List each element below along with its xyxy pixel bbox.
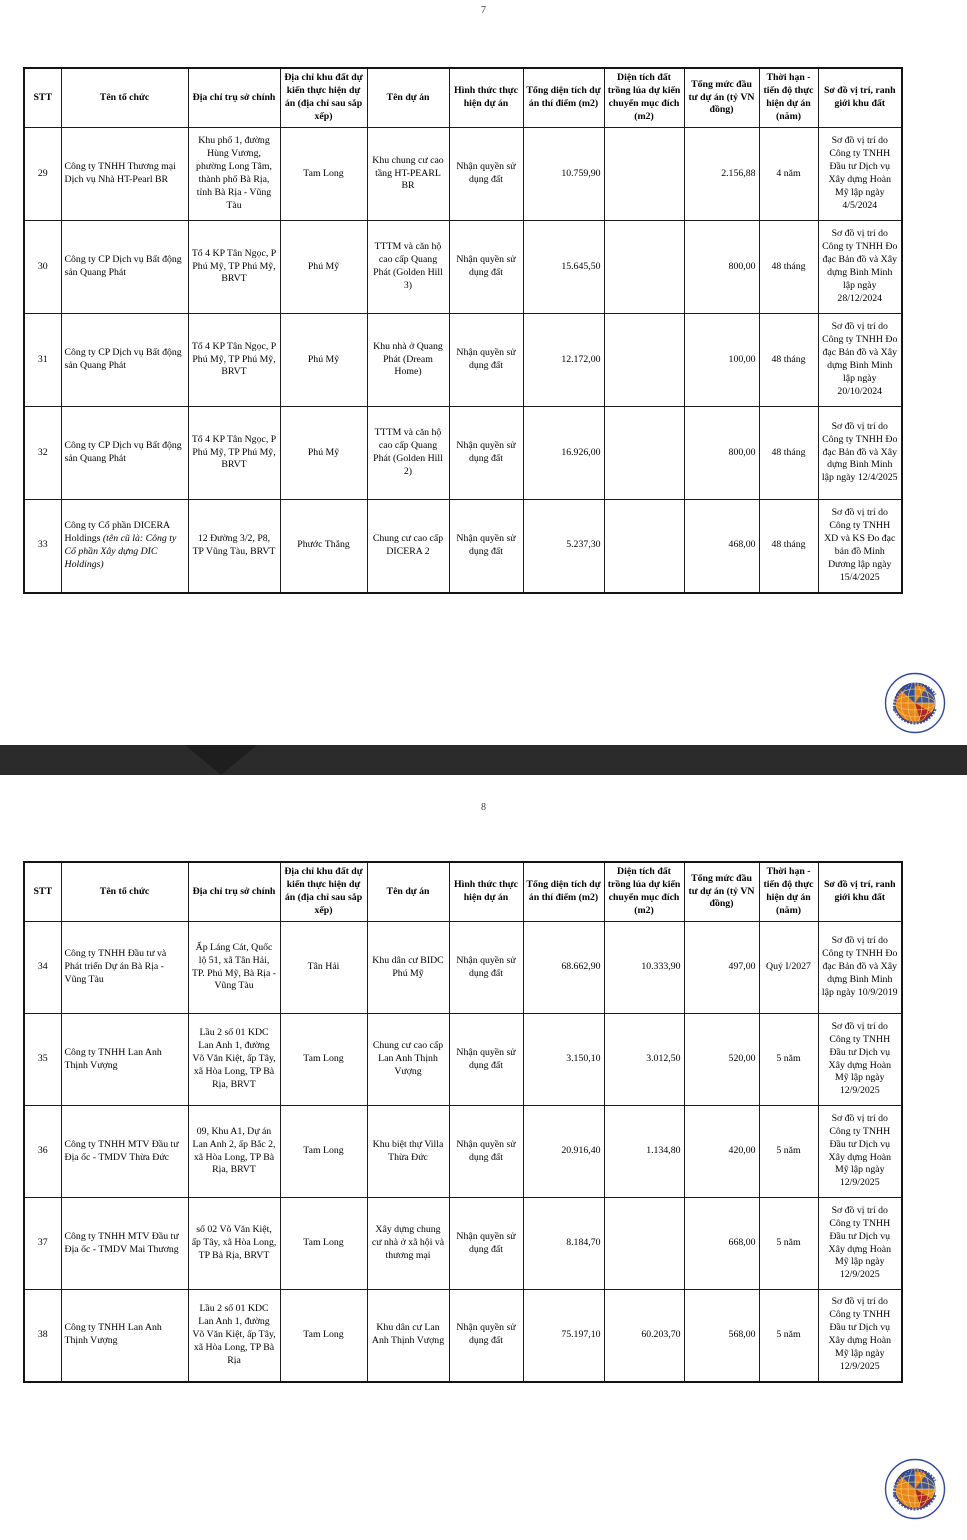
cell-duration: Quý I/2027 <box>759 922 818 1014</box>
cell-stt: 29 <box>24 128 61 221</box>
cell-duration: 5 năm <box>759 1198 818 1290</box>
header-row <box>24 68 902 128</box>
cell-duration: 48 tháng <box>759 314 818 407</box>
cell-map_note: Sơ đồ vị trí do Công ty TNHH Đo đạc Bản đồ và Xây dựng Bình Minh lập ngày 12/4/2025 <box>818 407 902 500</box>
cell-duration: 48 tháng <box>759 221 818 314</box>
column-header-org: Tên tổ chức <box>61 68 188 128</box>
header-row <box>24 862 902 922</box>
cell-map_note: Sơ đồ vị trí do Công ty TNHH Đo đạc Bản đồ và Xây dựng Bình Minh lập ngày 28/12/2024 <box>818 221 902 314</box>
cell-duration: 48 tháng <box>759 500 818 593</box>
cell-site_address: Phú Mỹ <box>280 314 367 407</box>
cell-duration: 4 năm <box>759 128 818 221</box>
cell-form: Nhận quyền sử dụng đất <box>449 128 523 221</box>
cell-total_area: 3.150,10 <box>523 1014 604 1106</box>
cell-project: Chung cư cao cấp DICERA 2 <box>367 500 449 593</box>
cell-stt: 38 <box>24 1290 61 1382</box>
cell-investment: 497,00 <box>684 922 759 1014</box>
column-header-hq_address: Địa chỉ trụ sở chính <box>188 862 280 922</box>
cell-map_note: Sơ đồ vị trí do Công ty TNHH Đo đạc Bản đồ và Xây dựng Bình Minh lập ngày 10/9/2019 <box>818 922 902 1014</box>
column-header-site_address: Địa chỉ khu đất dự kiến thực hiện dự án (địa chỉ sau sắp xếp) <box>280 862 367 922</box>
cell-map_note: Sơ đồ vị trí do Công ty TNHH Đầu tư Dịch vụ Xây dựng Hoàn Mỹ lập ngày 12/9/2025 <box>818 1014 902 1106</box>
cell-form: Nhận quyền sử dụng đất <box>449 221 523 314</box>
cell-stt: 32 <box>24 407 61 500</box>
table-row <box>24 1014 902 1106</box>
cell-map_note: Sơ đồ vị trí do Công ty TNHH Đầu tư Dịch vụ Xây dựng Hoàn Mỹ lập ngày 12/9/2025 <box>818 1106 902 1198</box>
column-header-duration: Thời hạn - tiến độ thực hiện dự án (năm) <box>759 68 818 128</box>
cell-rice_area: 3.012,50 <box>604 1014 684 1106</box>
cell-investment: 100,00 <box>684 314 759 407</box>
projects-table-page-8 <box>23 861 903 1383</box>
cell-rice_area: 60.203,70 <box>604 1290 684 1382</box>
cell-org: Công ty CP Dịch vụ Bất động sản Quang Phát <box>61 221 188 314</box>
column-header-stt: STT <box>24 862 61 922</box>
cell-map_note: Sơ đồ vị trí do Công ty TNHH Đo đạc Bản đồ và Xây dựng Bình Minh lập ngày 20/10/2024 <box>818 314 902 407</box>
cell-site_address: Phú Mỹ <box>280 221 367 314</box>
cell-org: Công ty TNHH MTV Đầu tư Địa ốc - TMDV Mai Thương <box>61 1198 188 1290</box>
table-row <box>24 1106 902 1198</box>
page-gap-band <box>0 745 967 775</box>
cell-project: TTTM và căn hộ cao cấp Quang Phát (Golden Hill 3) <box>367 221 449 314</box>
cell-investment: 800,00 <box>684 221 759 314</box>
cell-total_area: 68.662,90 <box>523 922 604 1014</box>
cell-map_note: Sơ đồ vị trí do Công ty TNHH Đầu tư Dịch vụ Xây dựng Hoàn Mỹ lập ngày 4/5/2024 <box>818 128 902 221</box>
cell-project: Khu chung cư cao tầng HT-PEARL BR <box>367 128 449 221</box>
table-row <box>24 314 902 407</box>
cell-rice_area <box>604 407 684 500</box>
column-header-rice_area: Diện tích đất trồng lúa dự kiến chuyển mục đích (m2) <box>604 862 684 922</box>
cell-rice_area <box>604 500 684 593</box>
cell-duration: 5 năm <box>759 1014 818 1106</box>
cell-stt: 34 <box>24 922 61 1014</box>
cell-org: Công ty TNHH Lan Anh Thịnh Vượng <box>61 1014 188 1106</box>
document-page-7 <box>0 0 967 745</box>
column-header-form: Hình thức thực hiện dự án <box>449 68 523 128</box>
cell-org: Công ty TNHH Thương mại Dịch vụ Nhà HT-Pearl BR <box>61 128 188 221</box>
cell-site_address: Tân Hải <box>280 922 367 1014</box>
table-row <box>24 500 902 593</box>
table-row <box>24 1290 902 1382</box>
column-header-project: Tên dự án <box>367 862 449 922</box>
cell-duration: 5 năm <box>759 1106 818 1198</box>
cell-hq_address: 09, Khu A1, Dự án Lan Anh 2, ấp Bắc 2, xã Hòa Long, TP Bà Rịa, BRVT <box>188 1106 280 1198</box>
cell-form: Nhận quyền sử dụng đất <box>449 922 523 1014</box>
column-header-investment: Tổng mức đầu tư dự án (tỷ VN đồng) <box>684 862 759 922</box>
cell-investment: 468,00 <box>684 500 759 593</box>
column-header-rice_area: Diện tích đất trồng lúa dự kiến chuyển mục đích (m2) <box>604 68 684 128</box>
cell-stt: 35 <box>24 1014 61 1106</box>
table-row <box>24 128 902 221</box>
cell-map_note: Sơ đồ vị trí do Công ty TNHH Đầu tư Dịch vụ Xây dựng Hoàn Mỹ lập ngày 12/9/2025 <box>818 1198 902 1290</box>
table-row <box>24 221 902 314</box>
cell-site_address: Tam Long <box>280 1198 367 1290</box>
cell-duration: 5 năm <box>759 1290 818 1382</box>
column-header-org: Tên tổ chức <box>61 862 188 922</box>
cell-form: Nhận quyền sử dụng đất <box>449 1198 523 1290</box>
cell-stt: 33 <box>24 500 61 593</box>
cell-total_area: 16.926,00 <box>523 407 604 500</box>
cell-form: Nhận quyền sử dụng đất <box>449 407 523 500</box>
cell-rice_area <box>604 221 684 314</box>
column-header-map_note: Sơ đồ vị trí, ranh giới khu đất <box>818 68 902 128</box>
page-gap-arrow-icon <box>185 745 257 775</box>
cell-total_area: 12.172,00 <box>523 314 604 407</box>
company-seal-logo <box>884 1458 946 1520</box>
column-header-investment: Tổng mức đầu tư dự án (tỷ VN đồng) <box>684 68 759 128</box>
cell-duration: 48 tháng <box>759 407 818 500</box>
cell-form: Nhận quyền sử dụng đất <box>449 500 523 593</box>
cell-site_address: Phước Thắng <box>280 500 367 593</box>
globe-seal-icon <box>884 1458 946 1520</box>
cell-stt: 30 <box>24 221 61 314</box>
cell-site_address: Tam Long <box>280 128 367 221</box>
org-former-name-note: (tên cũ là: Công ty Cổ phần Xây dựng DIC Holdings) <box>64 532 177 570</box>
cell-org: Công ty CP Dịch vụ Bất động sản Quang Phát <box>61 407 188 500</box>
column-header-total_area: Tổng diện tích dự án thí điểm (m2) <box>523 68 604 128</box>
column-header-map_note: Sơ đồ vị trí, ranh giới khu đất <box>818 862 902 922</box>
cell-project: Khu biệt thự Villa Thừa Đức <box>367 1106 449 1198</box>
cell-form: Nhận quyền sử dụng đất <box>449 1014 523 1106</box>
cell-total_area: 20.916,40 <box>523 1106 604 1198</box>
column-header-site_address: Địa chỉ khu đất dự kiến thực hiện dự án (địa chỉ sau sắp xếp) <box>280 68 367 128</box>
cell-map_note: Sơ đồ vị trí do Công ty TNHH XD và KS Đo đạc bản đồ Minh Dương lập ngày 15/4/2025 <box>818 500 902 593</box>
column-header-total_area: Tổng diện tích dự án thí điểm (m2) <box>523 862 604 922</box>
cell-map_note: Sơ đồ vị trí do Công ty TNHH Đầu tư Dịch vụ Xây dựng Hoàn Mỹ lập ngày 12/9/2025 <box>818 1290 902 1382</box>
cell-total_area: 75.197,10 <box>523 1290 604 1382</box>
cell-investment: 520,00 <box>684 1014 759 1106</box>
cell-investment: 2.156,88 <box>684 128 759 221</box>
cell-rice_area: 1.134,80 <box>604 1106 684 1198</box>
document-page-8 <box>0 775 967 1540</box>
cell-total_area: 8.184,70 <box>523 1198 604 1290</box>
cell-project: Chung cư cao cấp Lan Anh Thịnh Vượng <box>367 1014 449 1106</box>
cell-site_address: Tam Long <box>280 1106 367 1198</box>
cell-total_area: 10.759,90 <box>523 128 604 221</box>
cell-stt: 36 <box>24 1106 61 1198</box>
column-header-form: Hình thức thực hiện dự án <box>449 862 523 922</box>
cell-investment: 800,00 <box>684 407 759 500</box>
cell-site_address: Tam Long <box>280 1290 367 1382</box>
page-number: 7 <box>481 5 486 16</box>
cell-rice_area <box>604 128 684 221</box>
cell-investment: 568,00 <box>684 1290 759 1382</box>
column-header-project: Tên dự án <box>367 68 449 128</box>
cell-stt: 37 <box>24 1198 61 1290</box>
projects-table-page-7 <box>23 67 903 594</box>
cell-investment: 420,00 <box>684 1106 759 1198</box>
cell-org: Công ty TNHH Đầu tư và Phát triển Dự án Bà Rịa - Vũng Tàu <box>61 922 188 1014</box>
cell-project: Xây dựng chung cư nhà ở xã hội và thương mại <box>367 1198 449 1290</box>
cell-investment: 668,00 <box>684 1198 759 1290</box>
table-row <box>24 407 902 500</box>
cell-hq_address: Lầu 2 số 01 KDC Lan Anh 1, đường Võ Văn Kiệt, ấp Tây, xã Hòa Long, TP Bà Rịa, BRVT <box>188 1014 280 1106</box>
cell-rice_area: 10.333,90 <box>604 922 684 1014</box>
cell-form: Nhận quyền sử dụng đất <box>449 314 523 407</box>
cell-project: Khu dân cư BIDC Phú Mỹ <box>367 922 449 1014</box>
cell-site_address: Tam Long <box>280 1014 367 1106</box>
table-row <box>24 1198 902 1290</box>
column-header-duration: Thời hạn - tiến độ thực hiện dự án (năm) <box>759 862 818 922</box>
cell-hq_address: 12 Đường 3/2, P8, TP Vũng Tàu, BRVT <box>188 500 280 593</box>
cell-rice_area <box>604 314 684 407</box>
cell-org: Công ty CP Dịch vụ Bất động sản Quang Phát <box>61 314 188 407</box>
cell-org: Công ty Cổ phần DICERA Holdings (tên cũ là: Công ty Cổ phần Xây dựng DIC Holdings) <box>61 500 188 593</box>
cell-hq_address: Tổ 4 KP Tân Ngọc, P Phú Mỹ, TP Phú Mỹ, BRVT <box>188 221 280 314</box>
cell-rice_area <box>604 1198 684 1290</box>
cell-hq_address: Ấp Láng Cát, Quốc lộ 51, xã Tân Hải, TP. Phú Mỹ, Bà Rịa - Vũng Tàu <box>188 922 280 1014</box>
cell-hq_address: số 02 Võ Văn Kiệt, ấp Tây, xã Hòa Long, TP Bà Rịa, BRVT <box>188 1198 280 1290</box>
table-row <box>24 922 902 1014</box>
cell-stt: 31 <box>24 314 61 407</box>
cell-form: Nhận quyền sử dụng đất <box>449 1290 523 1382</box>
cell-project: Khu dân cư Lan Anh Thịnh Vượng <box>367 1290 449 1382</box>
cell-org: Công ty TNHH Lan Anh Thịnh Vượng <box>61 1290 188 1382</box>
cell-hq_address: Tổ 4 KP Tân Ngọc, P Phú Mỹ, TP Phú Mỹ, BRVT <box>188 314 280 407</box>
page-number: 8 <box>481 802 486 813</box>
cell-hq_address: Tổ 4 KP Tân Ngọc, P Phú Mỹ, TP Phú Mỹ, BRVT <box>188 407 280 500</box>
cell-total_area: 5.237,30 <box>523 500 604 593</box>
company-seal-logo <box>884 672 946 734</box>
cell-org: Công ty TNHH MTV Đầu tư Địa ốc - TMDV Thừa Đức <box>61 1106 188 1198</box>
column-header-hq_address: Địa chỉ trụ sở chính <box>188 68 280 128</box>
column-header-stt: STT <box>24 68 61 128</box>
cell-site_address: Phú Mỹ <box>280 407 367 500</box>
cell-total_area: 15.645,50 <box>523 221 604 314</box>
cell-project: TTTM và căn hộ cao cấp Quang Phát (Golden Hill 2) <box>367 407 449 500</box>
cell-project: Khu nhà ở Quang Phát (Dream Home) <box>367 314 449 407</box>
cell-form: Nhận quyền sử dụng đất <box>449 1106 523 1198</box>
cell-hq_address: Lầu 2 số 01 KDC Lan Anh 1, đường Võ Văn Kiệt, ấp Tây, xã Hòa Long, TP Bà Rịa <box>188 1290 280 1382</box>
cell-hq_address: Khu phố 1, đường Hùng Vương, phường Long Tâm, thành phố Bà Rịa, tỉnh Bà Rịa - Vũng Tàu <box>188 128 280 221</box>
globe-seal-icon <box>884 672 946 734</box>
